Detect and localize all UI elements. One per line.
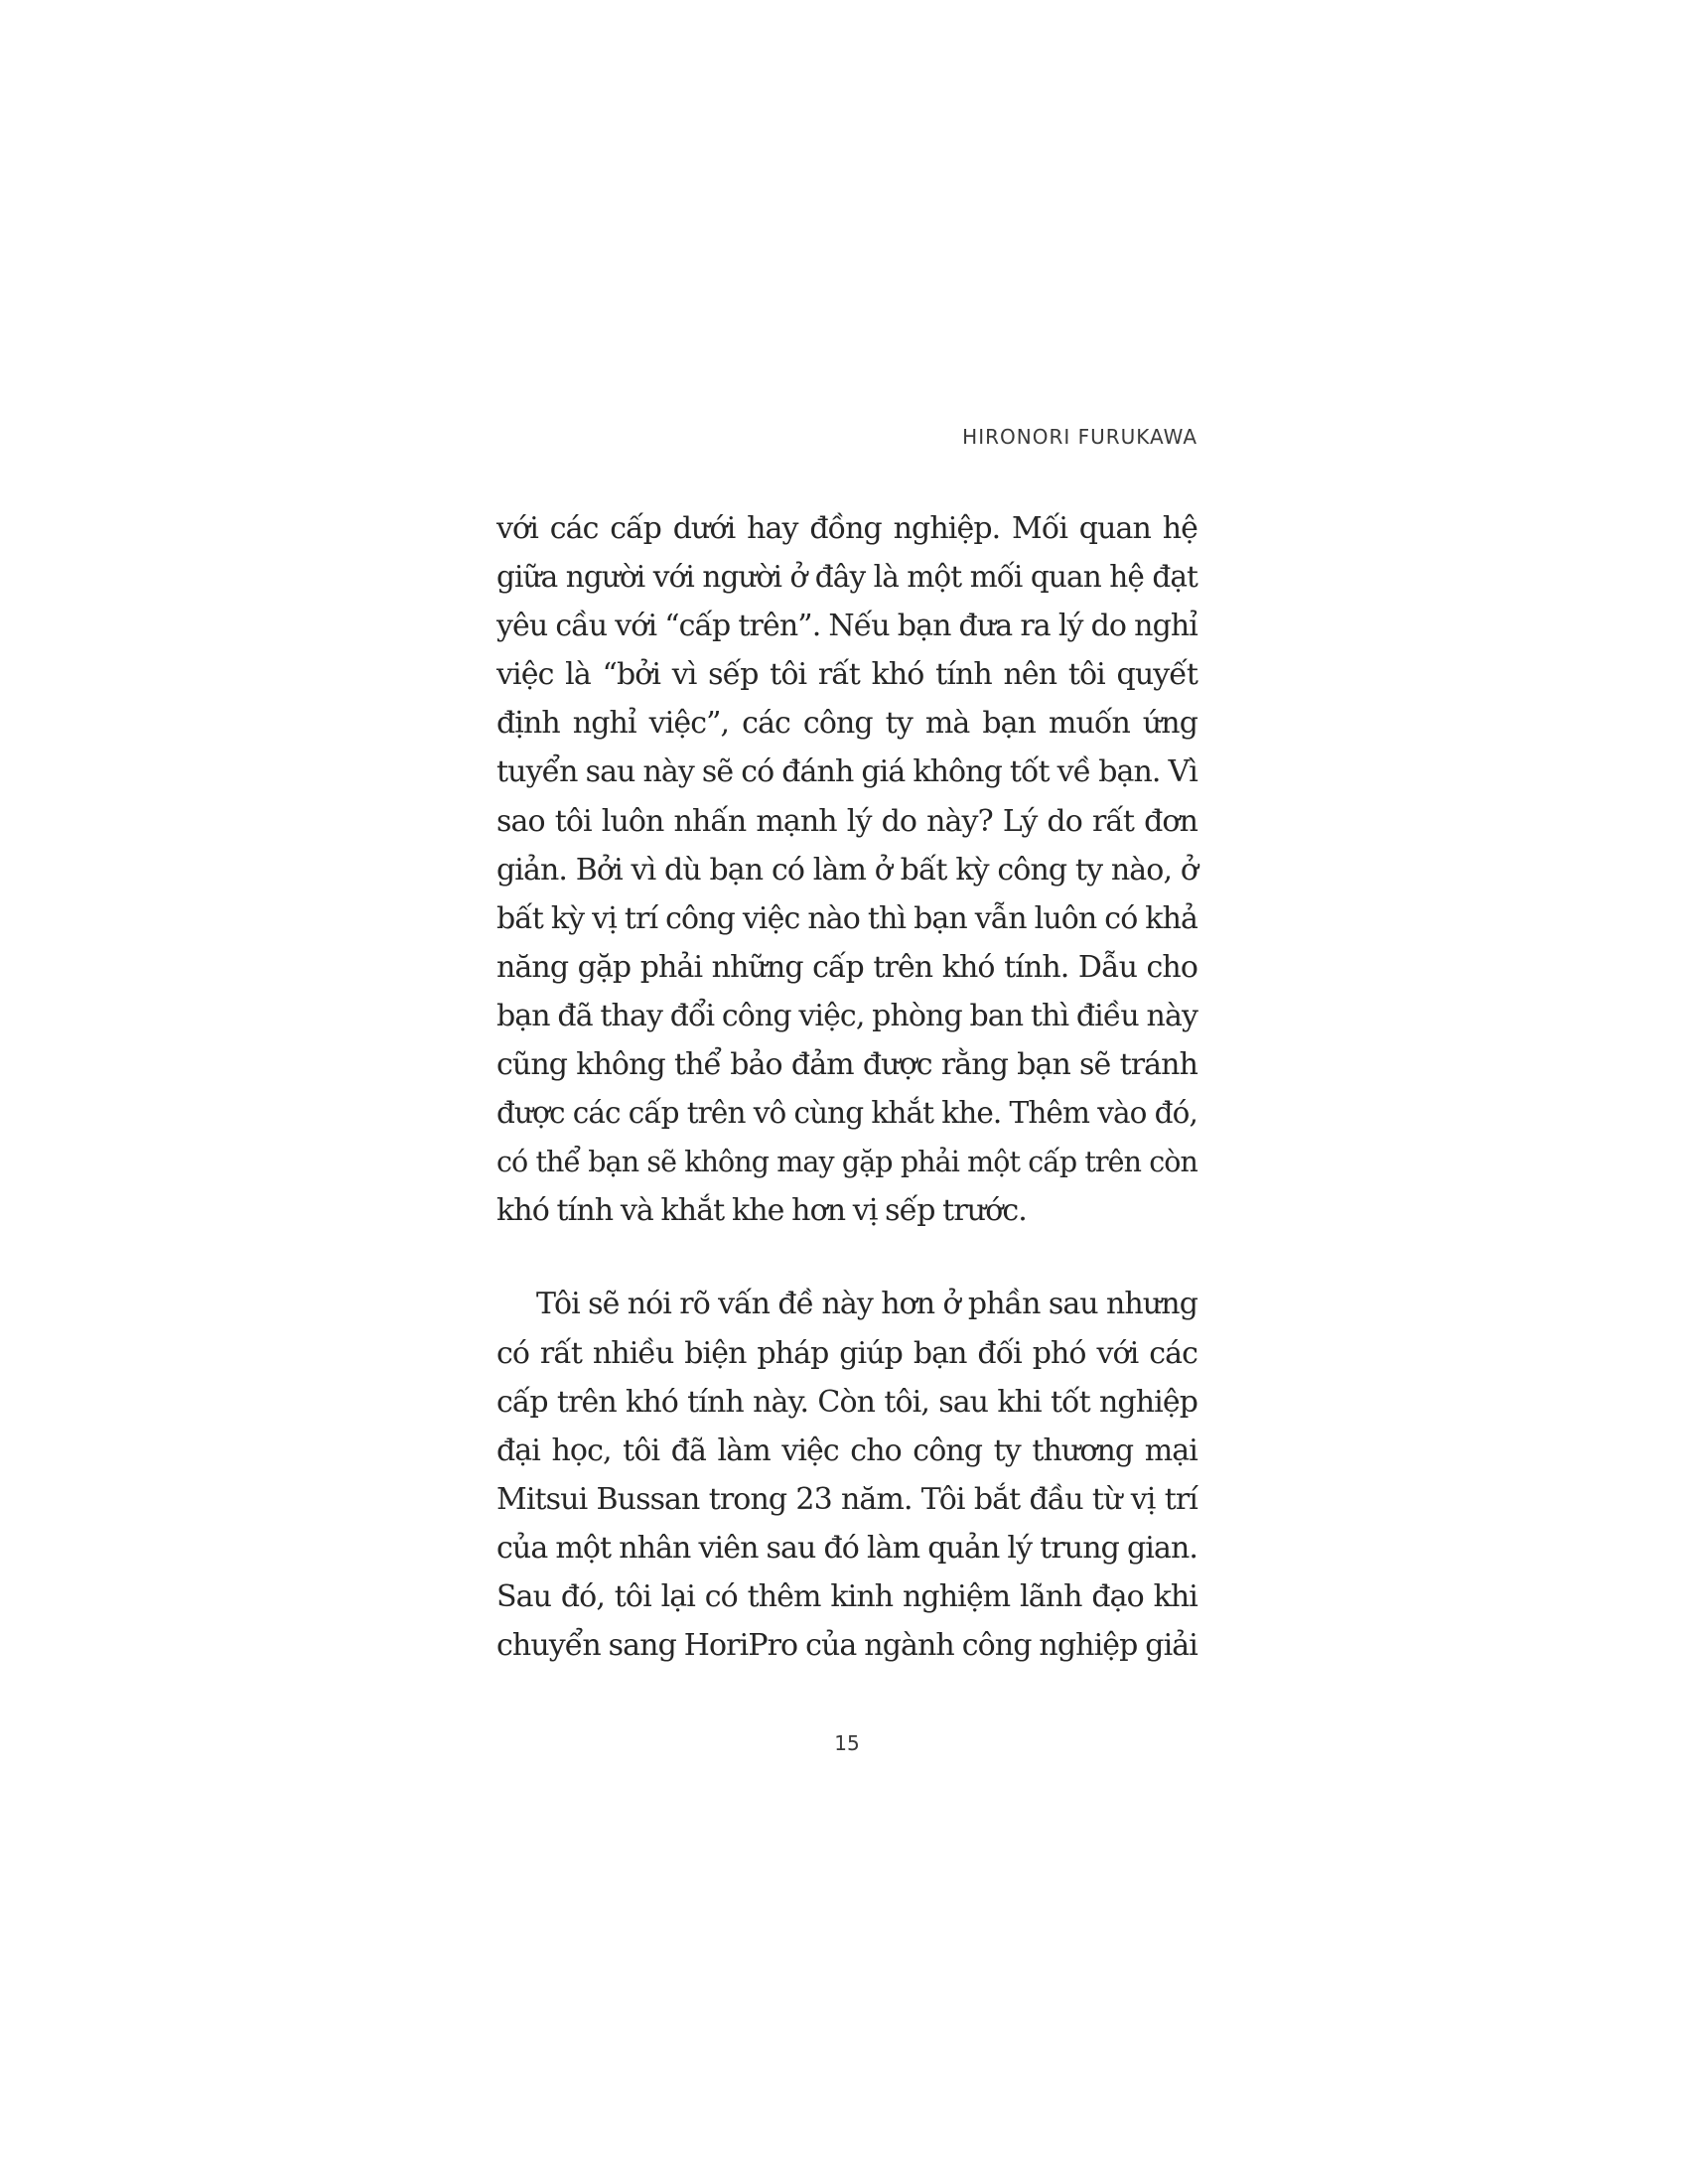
paragraph xyxy=(496,1280,1197,1670)
text-line: giữa người với người ở đây là một mối quan hệ đạt xyxy=(496,560,1197,595)
text-line: định nghỉ việc”, các công ty mà bạn muốn ứng xyxy=(496,706,1197,742)
text-line: yêu cầu với “cấp trên”. Nếu bạn đưa ra lý do nghỉ xyxy=(496,609,1197,644)
text-line: bất kỳ vị trí công việc nào thì bạn vẫn luôn có khả xyxy=(496,900,1197,936)
text-line: năng gặp phải những cấp trên khó tính. Dẫu cho xyxy=(496,949,1197,985)
text-line: Sau đó, tôi lại có thêm kinh nghiệm lãnh đạo khi xyxy=(496,1578,1197,1614)
body-text xyxy=(496,504,1197,1670)
running-header-author: HIRONORI FURUKAWA xyxy=(962,425,1197,449)
text-line: có rất nhiều biện pháp giúp bạn đối phó với các xyxy=(496,1335,1197,1371)
text-line: việc là “bởi vì sếp tôi rất khó tính nên tôi quyết xyxy=(496,657,1197,693)
text-line: cấp trên khó tính này. Còn tôi, sau khi tốt nghiệp xyxy=(496,1384,1197,1420)
text-line: chuyển sang HoriPro của ngành công nghiệp giải xyxy=(496,1628,1197,1664)
text-line: khó tính và khắt khe hơn vị sếp trước. xyxy=(496,1193,1027,1229)
text-line: sao tôi luôn nhấn mạnh lý do này? Lý do rất đơn xyxy=(496,803,1197,839)
page-number: 15 xyxy=(834,1731,860,1755)
text-line: với các cấp dưới hay đồng nghiệp. Mối quan hệ xyxy=(496,511,1197,546)
text-line: cũng không thể bảo đảm được rằng bạn sẽ tránh xyxy=(496,1047,1197,1083)
text-line: Mitsui Bussan trong 23 năm. Tôi bắt đầu từ vị trí xyxy=(496,1481,1197,1517)
text-line: tuyển sau này sẽ có đánh giá không tốt về bạn. Vì xyxy=(496,754,1197,790)
text-line: bạn đã thay đổi công việc, phòng ban thì điều này xyxy=(496,998,1197,1033)
text-line: Tôi sẽ nói rõ vấn đề này hơn ở phần sau nhưng xyxy=(536,1287,1197,1322)
text-line: giản. Bởi vì dù bạn có làm ở bất kỳ công ty nào, ở xyxy=(496,852,1197,887)
text-line: đại học, tôi đã làm việc cho công ty thương mại xyxy=(496,1433,1197,1468)
paragraph xyxy=(496,504,1197,1235)
paragraph-spacer xyxy=(496,1235,1197,1280)
text-line: của một nhân viên sau đó làm quản lý trung gian. xyxy=(496,1530,1197,1566)
text-line: có thể bạn sẽ không may gặp phải một cấp trên còn xyxy=(496,1146,1197,1179)
text-line: được các cấp trên vô cùng khắt khe. Thêm vào đó, xyxy=(496,1096,1197,1131)
